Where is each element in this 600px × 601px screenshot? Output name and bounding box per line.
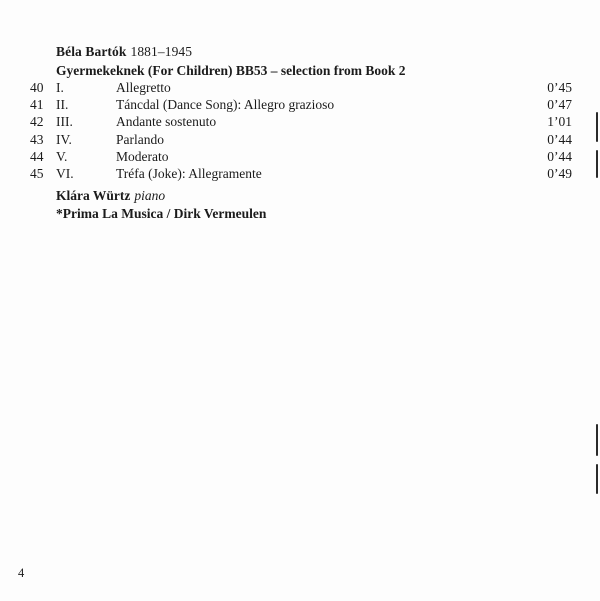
performer-name: Klára Würtz — [56, 188, 131, 203]
performer-credit — [56, 188, 165, 204]
track-duration: 0’45 — [547, 80, 572, 95]
track-number: 42 — [30, 114, 44, 130]
track-list — [30, 80, 572, 183]
scan-edge-mark — [596, 112, 598, 142]
track-number: 41 — [30, 97, 44, 113]
movement-number: VI. — [56, 165, 74, 181]
track-row — [30, 132, 572, 149]
scan-edge-mark — [596, 424, 598, 456]
track-number: 45 — [30, 165, 44, 181]
scan-edge-mark — [596, 150, 598, 178]
track-row — [30, 149, 572, 166]
track-row — [30, 166, 572, 183]
movement-title: Táncdal (Dance Song): Allegro grazioso — [116, 97, 335, 113]
track-number: 40 — [30, 80, 44, 95]
composer-years: 1881–1945 — [130, 44, 193, 59]
track-duration: 1’01 — [547, 114, 572, 130]
movement-number: II. — [56, 97, 69, 113]
composer-heading — [56, 44, 192, 60]
movement-title: Andante sostenuto — [116, 114, 217, 130]
work-title: Gyermekeknek (For Children) BB53 – selection from Book 2 — [56, 63, 406, 78]
composer-name: Béla Bartók — [56, 44, 127, 59]
track-duration: 0’49 — [547, 165, 572, 181]
page-number: 4 — [18, 566, 25, 580]
recording-credit: *Prima La Musica / Dirk Vermeulen — [56, 206, 267, 221]
track-row — [30, 80, 572, 97]
track-duration: 0’44 — [547, 148, 572, 164]
performer-instrument: piano — [134, 188, 166, 203]
movement-number: I. — [56, 80, 64, 95]
movement-title: Moderato — [116, 148, 169, 164]
track-number: 43 — [30, 131, 44, 147]
track-duration: 0’44 — [547, 131, 572, 147]
track-number: 44 — [30, 148, 44, 164]
movement-number: III. — [56, 114, 73, 130]
track-row — [30, 114, 572, 131]
movement-title: Tréfa (Joke): Allegramente — [116, 165, 262, 181]
movement-number: V. — [56, 148, 68, 164]
movement-title: Parlando — [116, 131, 164, 147]
track-row — [30, 97, 572, 114]
track-duration: 0’47 — [547, 97, 572, 113]
movement-title: Allegretto — [116, 80, 171, 95]
scan-edge-mark — [596, 464, 598, 494]
movement-number: IV. — [56, 131, 72, 147]
